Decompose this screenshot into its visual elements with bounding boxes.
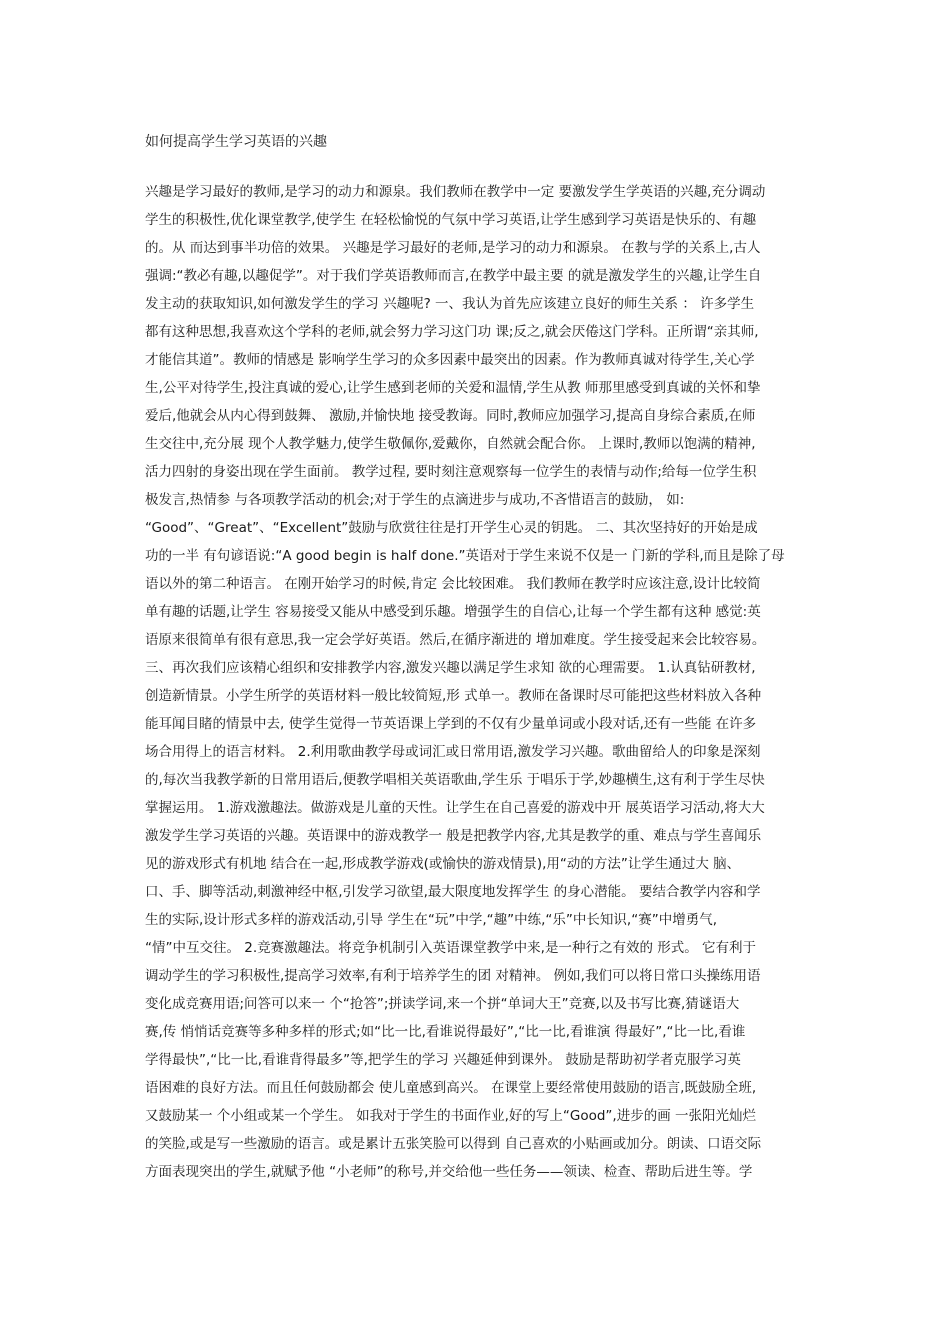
body-line: 发主动的获取知识,如何激发学生的学习 兴趣呢? 一、我认为首先应该建立良好的师生关系 ： 许多学生: [145, 296, 755, 312]
body-line: 功的一半 有句谚语说:“A good begin is half done.”英语对于学生来说不仅是一 门新的学科,而且是除了母: [145, 548, 785, 564]
body-line: 方面表现突出的学生,就赋予他 “小老师”的称号,并交给他一些任务——领读、检查、帮助后进生等。学: [145, 1164, 753, 1180]
body-line: 语困难的良好方法。而且任何鼓励都会 使儿童感到高兴。 在课堂上要经常使用鼓励的语言,既鼓励全班,: [145, 1080, 757, 1096]
body-line: 活力四射的身姿出现在学生面前。 教学过程, 要时刻注意观察每一位学生的表情与动作;给每一位学生积: [145, 464, 757, 480]
body-line: 生,公平对待学生,投注真诚的爱心,让学生感到老师的关爱和温情,学生从教 师那里感受到真诚的关怀和挚: [145, 380, 761, 396]
body-line: 才能信其道”。教师的情感是 影响学生学习的众多因素中最突出的因素。作为教师真诚对待学生,关心学: [145, 352, 755, 368]
body-line: 能耳闻目睹的情景中去, 使学生觉得一节英语课上学到的不仅有少量单词或小段对话,还有一些能 在许多: [145, 716, 757, 732]
body-line: “情”中互交往。 2.竞赛激趣法。将竞争机制引入英语课堂教学中来,是一种行之有效的 形式。 它有利于: [145, 940, 757, 956]
document-body: [145, 178, 805, 1186]
body-line: 口、手、脚等活动,刺激神经中枢,引发学习欲望,最大限度地发挥学生 的身心潜能。 要结合教学内容和学: [145, 884, 761, 900]
body-line: 兴趣是学习最好的教师,是学习的动力和源泉。我们教师在教学中一定 要激发学生学英语的兴趣,充分调动: [145, 184, 766, 200]
body-line: 又鼓励某一 个小组或某一个学生。 如我对于学生的书面作业,好的写上“Good”,进步的画 一张阳光灿烂: [145, 1108, 756, 1124]
body-line: 都有这种思想,我喜欢这个学科的老师,就会努力学习这门功 课;反之,就会厌倦这门学科。正所谓“亲其师,: [145, 324, 759, 340]
body-line: 掌握运用。 1.游戏激趣法。做游戏是儿童的天性。让学生在自己喜爱的游戏中开 展英语学习活动,将大大: [145, 800, 765, 816]
body-line: 创造新情景。小学生所学的英语材料一般比较简短,形 式单一。教师在备课时尽可能把这些材料放入各种: [145, 688, 762, 704]
body-line: 的,每次当我教学新的日常用语后,便教学唱相关英语歌曲,学生乐 于唱乐于学,妙趣横生,这有利于学生尽快: [145, 772, 765, 788]
body-line: 学生的积极性,优化课堂教学,使学生 在轻松愉悦的气氛中学习英语,让学生感到学习英语是快乐的、有趣: [145, 212, 757, 228]
body-line: 学得最快”,“比一比,看谁背得最多”等,把学生的学习 兴趣延伸到课外。 鼓励是帮助初学者克服学习英: [145, 1052, 741, 1068]
body-line: 见的游戏形式有机地 结合在一起,形成教学游戏(或愉快的游戏情景),用“动的方法”让学生通过大 脑、: [145, 856, 741, 872]
body-line: 场合用得上的语言材料。 2.利用歌曲教学母或词汇或日常用语,激发学习兴趣。歌曲留给人的印象是深刻: [145, 744, 761, 760]
document-title: 如何提高学生学习英语的兴趣: [145, 134, 327, 150]
body-line: 的笑脸,或是写一些激励的语言。或是累计五张笑脸可以得到 自己喜欢的小贴画或加分。朗读、口语交际: [145, 1136, 762, 1152]
body-line: 的。从 而达到事半功倍的效果。 兴趣是学习最好的老师,是学习的动力和源泉。 在教与学的关系上,古人: [145, 240, 761, 256]
body-line: 激发学生学习英语的兴趣。英语课中的游戏教学一 般是把教学内容,尤其是教学的重、难点与学生喜闻乐: [145, 828, 762, 844]
body-line: 爱后,他就会从内心得到鼓舞、 激励,并愉快地 接受教诲。同时,教师应加强学习,提高自身综合素质,在师: [145, 408, 756, 424]
body-line: 单有趣的话题,让学生 容易接受又能从中感受到乐趣。增强学生的自信心,让每一个学生都有这种 感觉:英: [145, 604, 761, 620]
body-line: 变化成竞赛用语;问答可以来一 个“抢答”;拼读学词,来一个拼“单词大王”竞赛,以及书写比赛,猜谜语大: [145, 996, 740, 1012]
body-line: 三、再次我们应该精心组织和安排教学内容,激发兴趣以满足学生求知 欲的心理需要。 1.认真钻研教材,: [145, 660, 756, 676]
body-line: 语以外的第二种语言。 在刚开始学习的时候,肯定 会比较困难。 我们教师在教学时应该注意,设计比较简: [145, 576, 761, 592]
body-line: “Good”、“Great”、“Excellent”鼓励与欣赏往往是打开学生心灵的钥匙。 二、其次坚持好的开始是成: [145, 520, 758, 536]
body-line: 调动学生的学习积极性,提高学习效率,有利于培养学生的团 对精神。 例如,我们可以将日常口头操练用语: [145, 968, 761, 984]
body-line: 极发言,热情参 与各项教学活动的机会;对于学生的点滴进步与成功,不吝惜语言的鼓励， 如:: [145, 492, 685, 508]
body-line: 生的实际,设计形式多样的游戏活动,引导 学生在“玩”中学,“趣”中练,“乐”中长知识,“赛”中增勇气,: [145, 912, 717, 928]
body-line: 生交往中,充分展 现个人教学魅力,使学生敬佩你,爱戴你，自然就会配合你。 上课时,教师以饱满的精神,: [145, 436, 756, 452]
body-line: 语原来很简单有很有意思,我一定会学好英语。然后,在循序渐进的 增加难度。学生接受起来会比较容易。: [145, 632, 766, 648]
body-line: 赛,传 悄悄话竞赛等多种多样的形式;如“比一比,看谁说得最好”,“比一比,看谁演 得最好”,“比一比,看谁: [145, 1024, 746, 1040]
body-line: 强调:“教必有趣,以趣促学”。对于我们学英语教师而言,在教学中最主要 的就是激发学生的兴趣,让学生自: [145, 268, 762, 284]
